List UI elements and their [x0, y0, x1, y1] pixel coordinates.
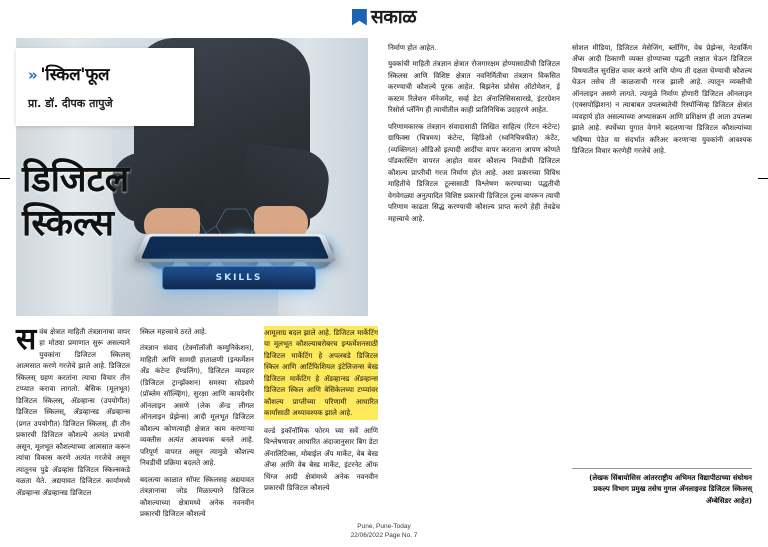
body-text: वंब क्षेत्रात माहिती तंत्रज्ञानाचा वापर हा मोठ्या प्रमाणात सुरू असल्याने युवकांना डिजिटल स्किलस्‌ आत्मसात करणे गरजेचे झाले आहे. डिजिटल स्किलस्‌ ग्रहण करतांना त्याचा विचार तीन टप्प्यात करावा लागतो. बेसिक (मूलभूत) डिजिटल स्किलस्‌, अ‍ॅडव्हान्स (उपयोगीत) डिजिटल स्किलस्‌, अ‍ॅडव्हान्स्ड अ‍ॅडव्हान्स (प्रगत उपयोगीत) डिजिटल स्किलस्‌. ही तीन प्रकारची डिजिटल कौशल्ये अत्यंत प्रभावी असून, मूलभूत कौशल्याच्या आत्मसात करून त्यांचा विकास करणे अत्यंत गरजेचे असून त्यातूनच पुढे अ‍ॅडव्हांस डिजिटल स्किल्सकडे वळता येते. अद्ययावत डिजिटल कार्यामध्ये अ‍ॅडव्हान्स अ‍ॅडव्हान्स्ड डिजिटल	[16, 327, 130, 497]
body-column-5	[572, 42, 752, 162]
body-paragraph: स्किल महत्त्वाचे ठरते आहे.	[140, 327, 207, 336]
highlighted-paragraph: आमूलाग्र बदल झाले आहे. डिजिटल मार्केटिंग या मूलभूत कौशल्याबरोबरच इन्फर्मेशनसाठी डिजिटल मार्केटिंग हे अपलबडे डिजिटल स्किल आणि आर्टिफिशियल इंटेलिजन्स बेस्ड डिजिटल मार्केटिंग हे अ‍ॅडव्हान्स्ड अ‍ॅडव्हान्स डिजिटल स्किल आणि बेसिकेलच्या टप्प्यांवर कौशल्य प्राप्तीच्या परिणामी आधारित कार्यांसाठी अध्यावश्यक झाले आहे.	[264, 326, 378, 420]
body-paragraph: निर्माण होत आहेत.	[388, 43, 437, 52]
body-paragraph: परिणामकारक तंत्रज्ञान संवादासाठी लिखित साहित्य (रिटन कंटेन्ट) ग्राफिक्स (चित्रमय) कंटेन्ट, व्हिडिओ (ध्वनिचित्रफीत) कंटेंट, (व्यक्तिगत) ऑडिओ इत्यादी आदींचा वापर करताना आपण कोणते पॉडकास्टिंग वापरत आहोत यावर कौशल्य निवडीची डिजिटल कौशल्य प्राप्तीची गरज निर्माण होत आहे. अशा प्रकारच्या विविध माहितीचे डिजिटल टूल्ससाठी विश्लेषण करण्याच्या पद्धतीची वेगवेगळ्या अनुत्पादित विशिष्ट प्रकारची डिजिटल टूल्स वापरून त्याची परिणाम काढता सिद्ध करण्याची कौशल्य प्राप्त करणे हेही तेवढेच महत्त्वाचे आहे.	[388, 121, 560, 223]
page-title-line-1: डिजिटल	[22, 159, 130, 200]
publication-logo	[352, 5, 417, 28]
title-card	[16, 48, 194, 126]
crop-mark-right	[758, 178, 768, 179]
body-column-3	[264, 326, 378, 499]
page-title-line-2: स्किल्स	[22, 202, 114, 244]
body-paragraph: तंत्रज्ञान संवाद (टेक्नॉलॉजी कम्युनिकेशन), माहिती आणि सामग्री हाताळणी (इन्फर्मेशन अँड कंटेन्ट हॅण्डलिंग), डिजिटल व्यवहार (डिजिटल ट्रान्झॅक्शन) समस्या सोडवणे (प्रॉब्लेम सॉल्व्हिंग), सुरक्षा आणि कायदेशीर ऑनलाइन असणे (लेक ॲन्ड लीगल ऑनलाइन प्रेझेन्स) आदी मूलभूत डिजिटल कौशल्य कोणत्याही क्षेत्रात काम करणाऱ्या व्यक्तीस अत्यंत आवश्यक बनले आहे. परिपूर्ण वापरत असून त्यामुळे कौशल्य निवडीची प्रक्रिया बदलते आहे.	[140, 343, 254, 468]
article-byline: प्रा. डॉ. दीपक तापुजे	[28, 97, 113, 110]
body-column-2	[140, 326, 254, 525]
article-kicker-text: 'स्किल'फूल	[40, 65, 110, 85]
article-kicker	[28, 62, 109, 85]
sakal-logo-icon	[352, 9, 367, 26]
footer-edition: Pune, Pune-Today	[357, 522, 411, 530]
footer-date-page: 22/06/2022 Page No. 7	[350, 532, 418, 540]
body-paragraph: सोशल मीडिया, डिजिटल मेसेजिंग, ब्लॉगिंग, वेब प्रेझेन्स, नेटवर्किंग अँप्स आदी ठिकाणी व्यक्त होण्याच्या पद्धती लक्षात घेऊन डिजिटल विषयातील सुरक्षित वावर करणे आणि योग्य ती दक्षता घेण्याची कौशल्य घेऊन तसेच ती काळजाची गरज झाली आहे. त्यातून व्यक्तीची ऑनलाइन असणे लागते. त्यामुळे निर्माण होणारी डिजिटल ऑनलाइन (एक्सपोझिशन) न त्याबाबत उपलब्धतेची रिस्पॉन्सिव्ह डिजिटल क्षेत्रांत व्यवहार्य होत असल्याच्या अभ्यासक्रम आणि प्रशिक्षण ही आता उपलब्ध झाले आहे. स्पर्धेच्या युगात वेगाने बदलणाऱ्या डिजिटल कौशल्यांच्या भविष्या पेठेत या संदर्भात करिअर करणाऱ्या युवकांनी आवश्यक डिजिटल विचार करणेही गरजेचे आहे.	[572, 43, 752, 156]
tablet-device	[133, 234, 337, 262]
body-paragraph: वर्ल्ड इकॉनॉमिक फोरम च्या सर्वे आणि विश्लेषणावर आधारित अंदाजानुसार बिग डेटा अ‍ॅनालिटिक्स, मोबाईल अँप मार्केट, वेब बेस्ड अँप्स आणि वेब बेस्ड मार्केट, इंटरनेट ऑफ थिंग्ज आदी क्षेत्रांमध्ये अनेक नवनवीन प्रकारची डिजिटल कौशल्ये	[264, 425, 378, 493]
body-paragraph: बदलत्या काळात सॉफ्ट स्किलसह अद्ययावत तंत्रज्ञानाचा जोड मिळाल्याने डिजिटल कौशल्याच्या क्षेत्रामध्ये अनेक नवनवीन प्रकारची डिजिटल कौशल्ये	[140, 474, 254, 519]
chevron-right-icon: »	[28, 66, 38, 84]
author-credit: (लेखक सिंबायोसिस आंतरराष्ट्रीय अभिमत विद्यापीठाच्या संघोधन प्रकल्प विभाग प्रमुख तसेच गुगल अ‍ॅनलाइज्ड डिजिटल स्किलस्‌ अ‍ॅम्बेसिडर आहेत)	[572, 468, 752, 506]
body-paragraph	[16, 322, 130, 498]
body-column-4	[388, 42, 560, 229]
drop-cap: स	[16, 322, 37, 357]
masthead	[0, 0, 768, 34]
page-title	[22, 158, 129, 246]
publication-name: सकाळ	[370, 5, 417, 28]
skills-label-bar	[162, 266, 316, 290]
skills-label: SKILLS	[215, 273, 263, 283]
crop-mark-left	[0, 178, 10, 179]
body-paragraph: युवकांची माहिती तंत्रज्ञान क्षेत्रात रोजगारक्षम होण्यासाठीची डिजिटल स्किलस आणि विशिष्ट क्षेत्रात नवनिर्मितीचा तंत्रज्ञान विकसित करण्याची कौशल्ये पूरक आहेत. बिझनेस प्रोसेस ऑटोमेशन, ई कस्टम रिलेशन मॅनेजमेंट, सर्व्ह डेटा अ‍ॅनालिसिससारखे, इंटरग्रेशन रिसोर्स प्लॅनिंग ही त्याचीतील काही प्रातिनिधिक उदाहरणे आहेत.	[388, 59, 560, 115]
page-footer	[0, 522, 768, 542]
body-column-1	[16, 322, 130, 503]
tablet-screen	[141, 236, 329, 258]
